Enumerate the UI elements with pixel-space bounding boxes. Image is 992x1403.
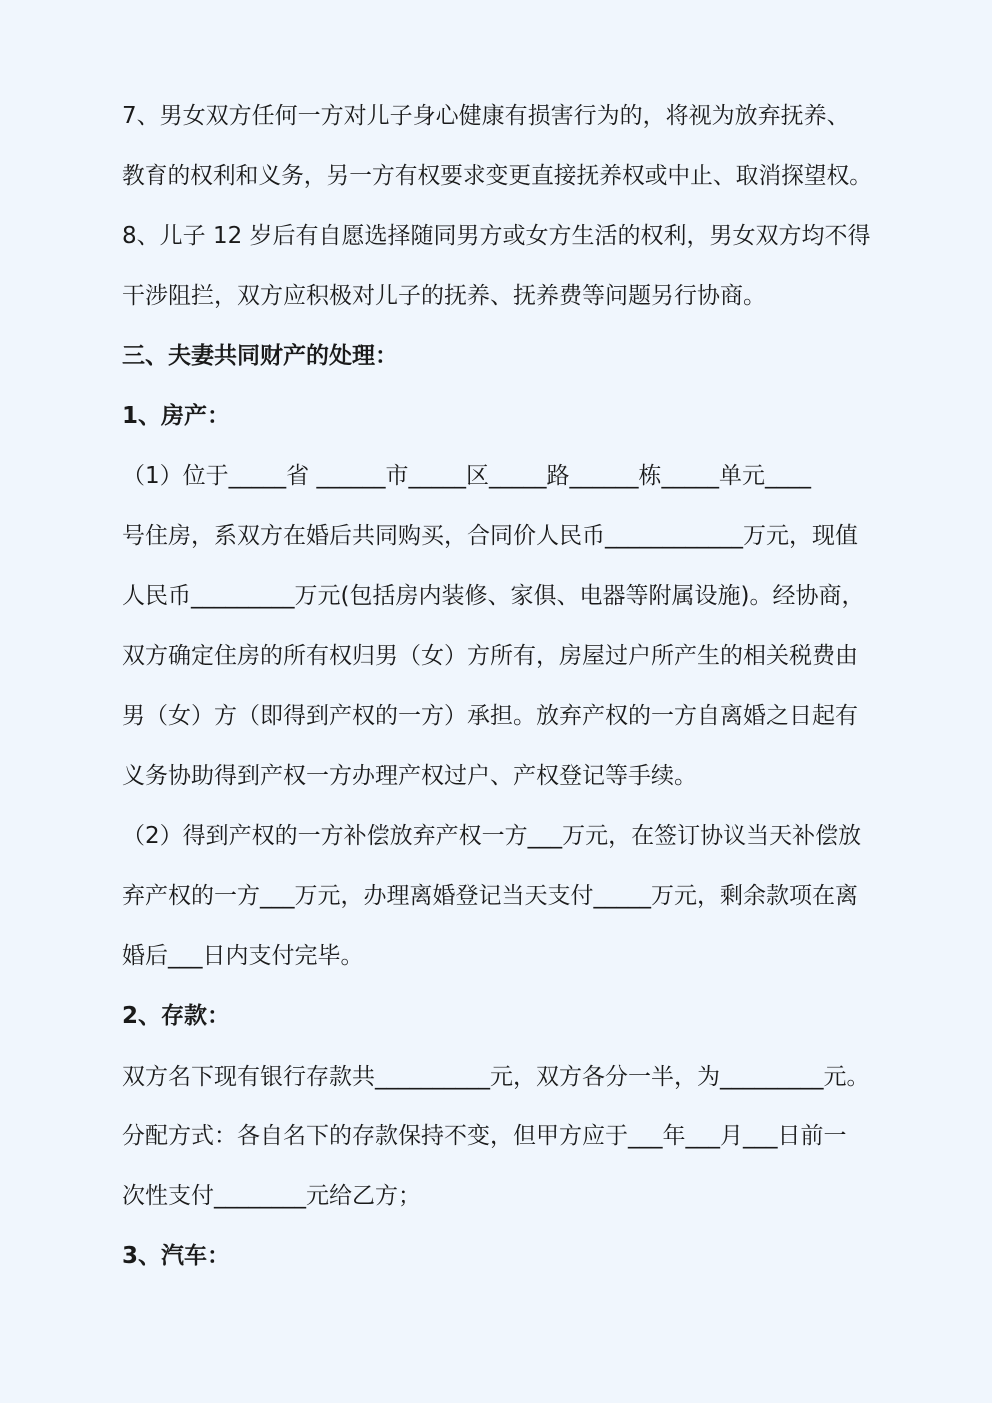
property-item-1-line-2: 号住房，系双方在婚后共同购买，合同价人民币____________万元，现值: [122, 523, 858, 549]
section-3-heading: 三、夫妻共同财产的处理：: [122, 343, 398, 369]
clause-8-line-2: 干涉阻拦，双方应积极对儿子的抚养、抚养费等问题另行协商。: [122, 283, 766, 309]
property-item-2-line-3: 婚后___日内支付完毕。: [122, 943, 364, 969]
property-item-1-line-3: 人民币_________万元(包括房内装修、家俱、电器等附属设施)。经协商，: [122, 583, 865, 609]
property-item-1-line-1: （1）位于_____省 ______市_____区_____路______栋_____单元____: [122, 463, 811, 489]
property-item-1-line-4: 双方确定住房的所有权归男（女）方所有，房屋过户所产生的相关税费由: [122, 643, 858, 669]
property-item-1-line-6: 义务协助得到产权一方办理产权过户、产权登记等手续。: [122, 763, 697, 789]
deposit-line-1: 双方名下现有银行存款共__________元，双方各分一半，为_________元。: [122, 1064, 870, 1090]
subsection-car-heading: 3、汽车：: [122, 1243, 231, 1269]
property-item-1-line-5: 男（女）方（即得到产权的一方）承担。放弃产权的一方自离婚之日起有: [122, 703, 858, 729]
property-item-2-line-1: （2）得到产权的一方补偿放弃产权一方___万元，在签订协议当天补偿放: [122, 823, 862, 849]
clause-8-line-1: 8、儿子 12 岁后有自愿选择随同男方或女方生活的权利，男女双方均不得: [122, 223, 871, 249]
clause-7-line-2: 教育的权利和义务，另一方有权要求变更直接抚养权或中止、取消探望权。: [122, 163, 872, 189]
clause-7-line-1: 7、男女双方任何一方对儿子身心健康有损害行为的，将视为放弃抚养、: [122, 103, 850, 129]
property-item-2-line-2: 弃产权的一方___万元，办理离婚登记当天支付_____万元，剩余款项在离: [122, 883, 858, 909]
subsection-deposit-heading: 2、存款：: [122, 1003, 231, 1029]
deposit-line-2: 分配方式：各自名下的存款保持不变，但甲方应于___年___月___日前一: [122, 1123, 847, 1149]
deposit-line-3: 次性支付________元给乙方；: [122, 1183, 421, 1209]
subsection-property-heading: 1、房产：: [122, 403, 231, 429]
